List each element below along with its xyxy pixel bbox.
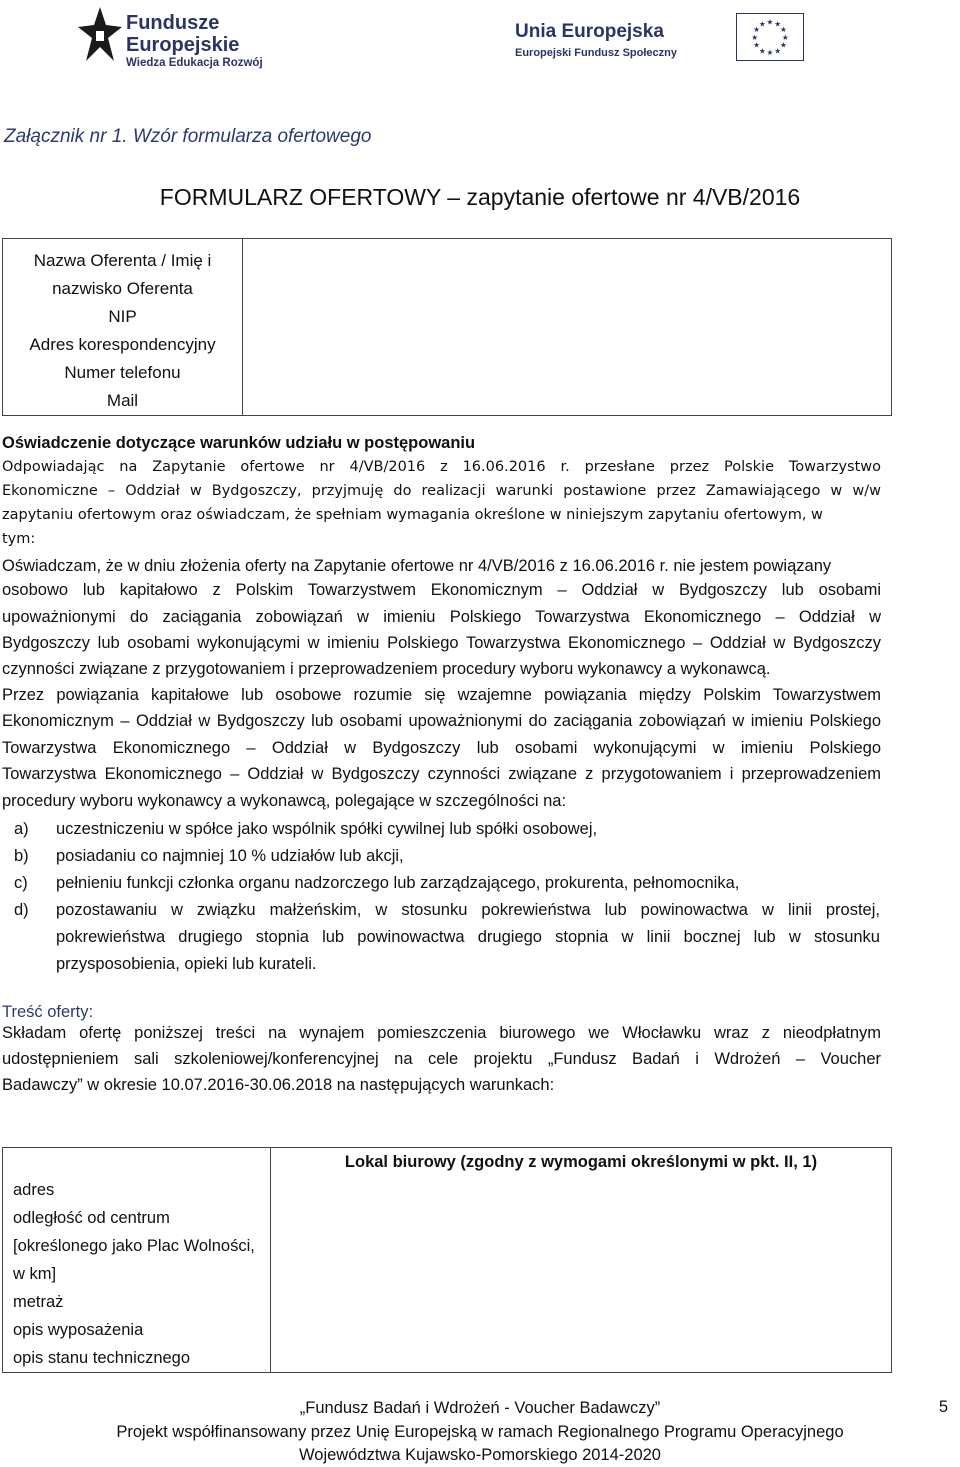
statement-p3-line3: Towarzystwa Ekonomicznego – Oddział w Bydgoszczy lub osobami wykonującymi w imieniu Polskiego xyxy=(2,739,881,757)
fe-logo-line3: Wiedza Edukacja Rozwój xyxy=(126,57,263,69)
list-label-c: c) xyxy=(14,874,28,892)
svg-text:★: ★ xyxy=(753,25,761,35)
statement-p3-line5: procedury wyboru wykonawcy a wykonawcą, polegające w szczególności na: xyxy=(2,792,567,810)
svg-text:★: ★ xyxy=(774,19,782,29)
statement-p1-line2: Ekonomiczne – Oddział w Bydgoszczy, przyjmuję do realizacji warunki postawione przez Zamawiającego w w/w xyxy=(2,483,881,499)
list-item-a: uczestniczeniu w spółce jako wspólnik spółki cywilnej lub spółki osobowej, xyxy=(56,820,598,838)
statement-p2-line2: osobowo lub kapitałowo z Polskim Towarzystwem Ekonomicznym – Oddział w Bydgoszczy lub osobami xyxy=(2,581,881,599)
statement-p3-line2: Ekonomicznym – Oddział w Bydgoszczy lub osobami upoważnionymi do zaciągania zobowiązań w imieniu Polskiego xyxy=(2,712,881,730)
ue-logo-line1: Unia Europejska xyxy=(515,21,664,42)
field-name-label: Nazwa Oferenta / Imię i xyxy=(33,251,212,270)
field-address-label: Adres korespondencyjny xyxy=(29,335,216,354)
svg-text:★: ★ xyxy=(779,40,787,50)
statement-heading: Oświadczenie dotyczące warunków udziału w postępowaniu xyxy=(2,434,476,452)
svg-text:★: ★ xyxy=(753,40,761,50)
page-title: FORMULARZ OFERTOWY – zapytanie ofertowe nr 4/VB/2016 xyxy=(159,184,801,210)
statement-p2-line1: Oświadczam, że w dniu złożenia oferty na Zapytanie ofertowe nr 4/VB/2016 z 16.06.2016 r. nie jestem powiązany xyxy=(2,557,832,575)
annex-line: Załącznik nr 1. Wzór formularza ofertowego xyxy=(4,126,372,147)
offer-heading: Treść oferty: xyxy=(2,1003,94,1021)
offer-line1: Składam ofertę poniższej treści na wynajem pomieszczenia biurowego we Włocławku wraz z nieodpłatnym xyxy=(2,1024,881,1042)
list-item-d-line1: pozostawaniu w związku małżeńskim, w stosunku pokrewieństwa lub powinowactwa w linii prostej, xyxy=(56,901,880,919)
offeror-labels xyxy=(3,239,243,416)
office-row-distance-unit: w km] xyxy=(13,1265,57,1283)
svg-text:★: ★ xyxy=(758,19,766,29)
ue-logo-line2: Europejski Fundusz Społeczny xyxy=(515,47,677,59)
footer-region: Województwa Kujawsko-Pomorskiego 2014-2020 xyxy=(299,1446,661,1464)
offer-line2: udostępnieniem sali szkoleniowej/konferencyjnej na cele projektu „Fundusz Badań i Wdrożeń – Voucher xyxy=(2,1050,881,1068)
footer-cofinancing: Projekt współfinansowany przez Unię Europejską w ramach Regionalnego Programu Operacyjnego xyxy=(116,1423,844,1441)
fe-logo-line1: Fundusze xyxy=(126,12,220,34)
office-row-equipment: opis wyposażenia xyxy=(13,1321,144,1339)
office-row-distance: odległość od centrum xyxy=(13,1209,170,1227)
statement-p2-line3: upoważnionymi do zaciągania zobowiązań w imieniu Polskiego Towarzystwa Ekonomicznego – Oddział w xyxy=(2,608,881,626)
list-item-c: pełnieniu funkcji członka organu nadzorczego lub zarządzającego, prokurenta, pełnomocnika, xyxy=(56,874,740,892)
field-name-label-cont: nazwisko Oferenta xyxy=(52,279,193,298)
office-table xyxy=(2,1147,892,1373)
list-item-d-line2: pokrewieństwa drugiego stopnia lub powinowactwa drugiego stopnia w linii bocznej lub w stosunku xyxy=(56,928,880,946)
svg-text:★: ★ xyxy=(766,17,774,27)
offeror-input-area[interactable] xyxy=(243,239,892,416)
office-row-address: adres xyxy=(13,1181,55,1199)
statement-p2-line4: Bydgoszczy lub osobami wykonującymi w imieniu Polskiego Towarzystwa Ekonomicznego – Oddział w Bydgoszczy xyxy=(2,634,881,652)
list-item-b: posiadaniu co najmniej 10 % udziałów lub akcji, xyxy=(56,847,404,865)
office-row-condition: opis stanu technicznego xyxy=(13,1349,191,1367)
statement-p2-line5: czynności związane z przygotowaniem i przeprowadzeniem procedury wyboru wykonawcy a wykonawcą. xyxy=(2,660,771,678)
eu-flag-icon xyxy=(736,13,804,61)
office-column-header: Lokal biurowy (zgodny z wymogami określonymi w pkt. II, 1) xyxy=(344,1153,818,1171)
svg-text:★: ★ xyxy=(758,46,766,56)
footer-project: „Fundusz Badań i Wdrożeń - Voucher Badawczy” xyxy=(299,1399,661,1417)
field-nip-label: NIP xyxy=(108,307,137,326)
svg-text:★: ★ xyxy=(779,25,787,35)
fe-star-icon xyxy=(78,5,122,67)
svg-text:★: ★ xyxy=(751,32,759,42)
offer-line3: Badawczy” w okresie 10.07.2016-30.06.2018 na następujących warunkach: xyxy=(2,1076,555,1094)
fundusze-europejskie-logo xyxy=(78,5,308,75)
svg-text:★: ★ xyxy=(774,46,782,56)
offeror-table xyxy=(2,238,892,416)
statement-p1-line1: Odpowiadając na Zapytanie ofertowe nr 4/VB/2016 z 16.06.2016 r. przesłane przez Polskie Towarzystwo xyxy=(2,459,881,475)
statement-p1-line4: tym: xyxy=(2,531,36,547)
list-label-a: a) xyxy=(14,820,29,838)
statement-p3-line1: Przez powiązania kapitałowe lub osobowe rozumie się wzajemne powiązania między Polskim Towarzystwem xyxy=(2,686,881,704)
field-mail-label: Mail xyxy=(106,391,139,410)
office-row-distance-cont: [określonego jako Plac Wolności, xyxy=(13,1237,255,1255)
svg-text:★: ★ xyxy=(781,32,789,42)
list-label-d: d) xyxy=(14,901,29,919)
fe-logo-line2: Europejskie xyxy=(126,34,240,56)
svg-text:★: ★ xyxy=(766,48,774,58)
unia-europejska-logo xyxy=(515,13,885,73)
list-label-b: b) xyxy=(14,847,29,865)
page-number: 5 xyxy=(938,1398,948,1416)
statement-p1-line3: zapytaniu ofertowym oraz oświadczam, że spełniam wymagania określone w niniejszym zapytaniu ofertowym, w xyxy=(2,507,823,523)
office-row-area: metraż xyxy=(13,1293,64,1311)
office-row-labels xyxy=(3,1148,271,1373)
statement-p3-line4: Towarzystwa Ekonomicznego – Oddział w Bydgoszczy czynności związane z przygotowaniem i przeprowadzeniem xyxy=(2,765,881,783)
list-item-d-line3: przysposobienia, opieki lub kurateli. xyxy=(56,955,317,973)
field-phone-label: Numer telefonu xyxy=(64,363,181,382)
office-column-header-cell[interactable] xyxy=(271,1148,892,1373)
